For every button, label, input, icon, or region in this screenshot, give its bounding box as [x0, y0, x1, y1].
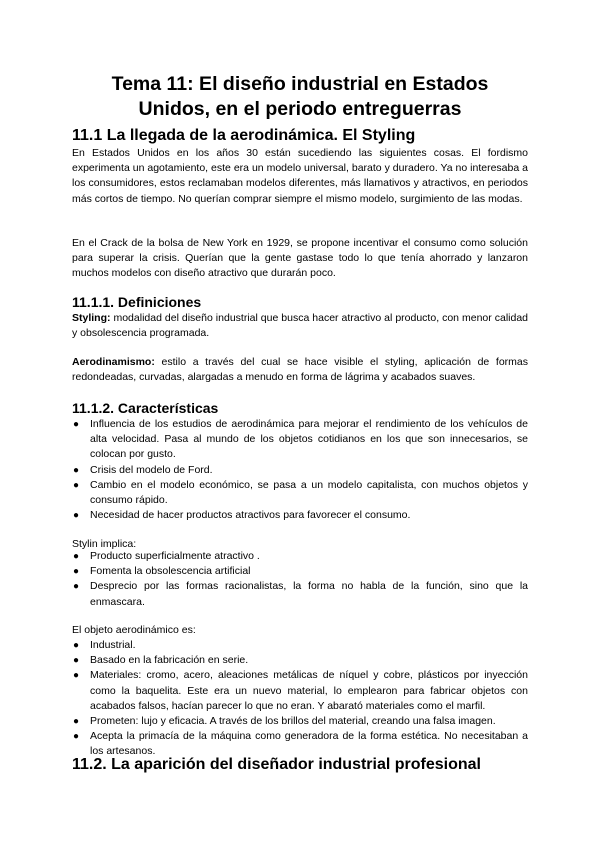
list-item: ● Crisis del modelo de Ford.: [72, 463, 528, 478]
bullet-icon: ●: [73, 716, 80, 728]
title-line-1: Tema 11: El diseño industrial en Estados: [111, 73, 489, 95]
paragraph-fordismo: En Estados Unidos en los años 30 están sucediendo las siguientes cosas. El fordismo experimenta un agotamiento, este era un modelo universal, barato y duradero. Ya no interesaba a los consumidores, estos reclamaban modelos diferentes, más llamativos y atractivos, en periodos más cortos de tiempo. No querían comprar siempre el mismo modelo, surgimiento de las modas.: [72, 147, 528, 205]
section-heading-11-2: 11.2. La aparición del diseñador industrial profesional: [72, 756, 481, 773]
object-intro: El objeto aerodinámico es:: [72, 624, 196, 636]
list-item: ● Producto superficialmente atractivo .: [72, 549, 528, 564]
bullet-icon: ●: [73, 419, 80, 430]
bullet-icon: ●: [73, 510, 80, 522]
term-styling: Styling:: [72, 312, 111, 324]
bullet-icon: ●: [73, 655, 80, 667]
bullet-icon: ●: [73, 670, 80, 682]
stylin-list: [72, 549, 528, 610]
list-item: ● Materiales: cromo, acero, aleaciones metálicas de níquel y cobre, plásticos por inyección como la baquelita. Este era un nuevo material, lo emplearon para fabricar objetos con acabados falsos, hacían parecer lo que no eran. Y abarató materiales como el marfil.: [73, 669, 528, 712]
bullet-icon: ●: [73, 464, 80, 476]
term-aerodinamismo: Aerodinamismo:: [72, 356, 155, 368]
bullet-icon: ●: [73, 479, 80, 491]
bullet-icon: ●: [73, 581, 80, 593]
bullet-icon: ●: [73, 566, 80, 578]
bullet-icon: ●: [73, 731, 80, 743]
list-item: ● Industrial.: [72, 638, 528, 653]
section-heading-11-1-1: 11.1.1. Definiciones: [72, 294, 202, 310]
definition-styling: [72, 311, 528, 341]
list-item: ● Influencia de los estudios de aerodinámica para mejorar el rendimiento de los vehículos de alta velocidad. Pasa al mundo de los objetos cotidianos en los que son innecesarios, se colocan por gusto.: [73, 418, 528, 461]
list-item: ● Cambio en el modelo económico, se pasa a un modelo capitalista, con muchos objetos y consumo rápido.: [73, 478, 528, 507]
characteristics-list: [72, 417, 528, 523]
list-item: ● Necesidad de hacer productos atractivos para favorecer el consumo.: [72, 508, 528, 523]
section-heading-11-1-2: 11.1.2. Características: [72, 400, 219, 416]
page-title: [60, 72, 540, 122]
definition-styling-text: modalidad del diseño industrial que busca hacer atractivo al producto, con menor calidad y obsolescencia programada.: [72, 312, 528, 340]
definition-aerodinamismo-text: estilo a través del cual se hace visible el styling, aplicación de formas redondeadas, curvadas, alargadas a menudo en forma de lágrima y acabados suaves.: [72, 356, 528, 384]
paragraph-crack-1929: En el Crack de la bolsa de New York en 1929, se propone incentivar el consumo como solución para superar la crisis. Querían que la gente gastase todo lo que tenía ahorrado y lanzaron muchos modelos con diseño atractivo que durarán poco.: [72, 237, 528, 280]
aerodynamic-object-list: [72, 638, 528, 760]
list-item: ● Prometen: lujo y eficacia. A través de los brillos del material, creando una falsa imagen.: [72, 714, 528, 729]
title-line-2: Unidos, en el periodo entreguerras: [138, 98, 462, 120]
list-item: ● Desprecio por las formas racionalistas, la forma no habla de la función, sino que la enmascara.: [73, 580, 528, 608]
list-item: ● Fomenta la obsolescencia artificial: [72, 564, 528, 579]
list-item: ● Acepta la primacía de la máquina como generadora de la forma estética. No necesitaban a los artesanos.: [73, 730, 528, 758]
stylin-intro: Stylin implica:: [72, 538, 137, 550]
definition-aerodinamismo: [72, 355, 528, 385]
list-item: ● Basado en la fabricación en serie.: [72, 653, 528, 668]
bullet-icon: ●: [73, 551, 80, 562]
section-heading-11-1: 11.1 La llegada de la aerodinámica. El Styling: [72, 127, 416, 144]
bullet-icon: ●: [73, 640, 80, 651]
